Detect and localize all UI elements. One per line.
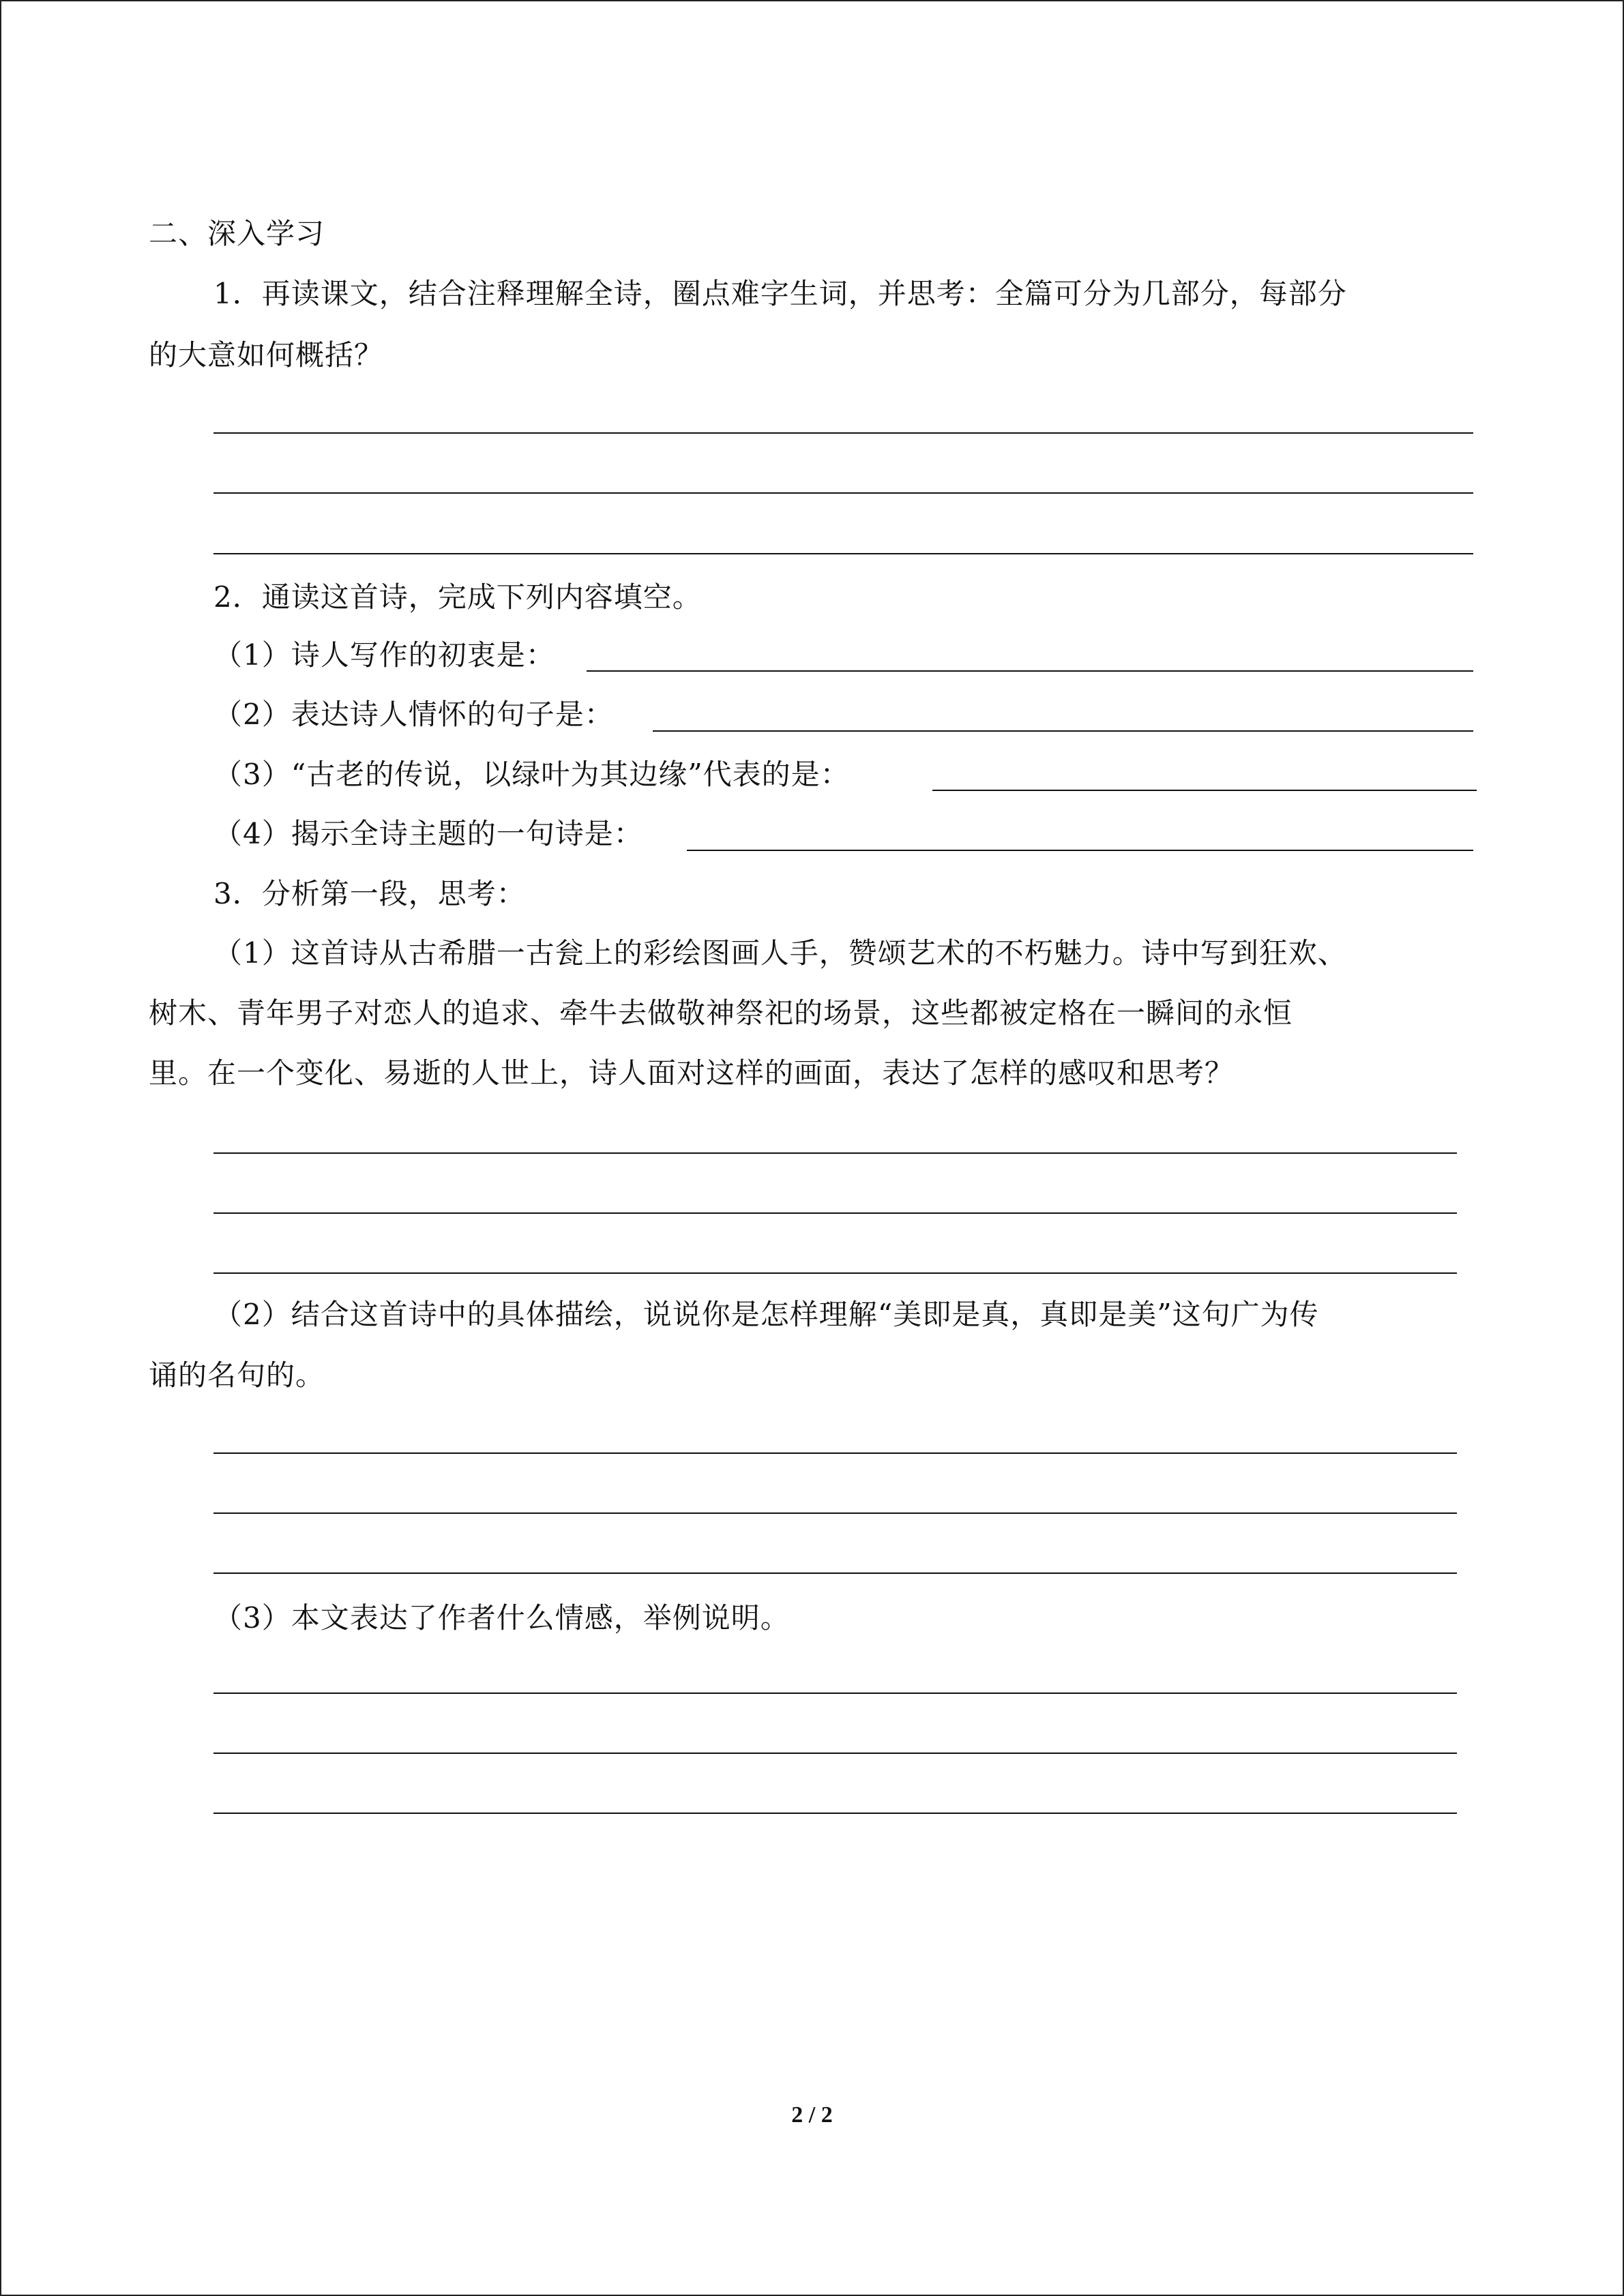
answer-line[interactable] — [213, 1512, 1457, 1514]
section-heading: 二、深入学习 — [149, 217, 325, 250]
question-2-intro: 2．通读这首诗，完成下列内容填空。 — [213, 580, 702, 614]
answer-line[interactable] — [213, 1572, 1457, 1574]
question-3-sub-1-line-2: 树木、青年男子对恋人的追求、牵牛去做敬神祭祀的场景，这些都被定格在一瞬间的永恒 — [149, 996, 1293, 1030]
answer-line[interactable] — [213, 1693, 1457, 1694]
question-3-sub-2-line-1: （2）结合这首诗中的具体描绘，说说你是怎样理解“美即是真，真即是美”这句广为传 — [213, 1298, 1319, 1331]
fill-blank-item-2-line[interactable] — [653, 730, 1473, 732]
answer-line[interactable] — [213, 1813, 1457, 1814]
answer-line[interactable] — [213, 553, 1473, 554]
answer-line[interactable] — [213, 1152, 1457, 1154]
fill-blank-item-1-line[interactable] — [587, 670, 1473, 672]
question-3-sub-2-line-2: 诵的名句的。 — [149, 1358, 325, 1392]
fill-blank-item-3-line[interactable] — [932, 790, 1477, 791]
fill-blank-item-3-label: （3）“古老的传说，以绿叶为其边缘”代表的是： — [213, 758, 850, 791]
question-3-sub-1-line-3: 里。在一个变化、易逝的人世上，诗人面对这样的画面，表达了怎样的感叹和思考？ — [149, 1056, 1235, 1090]
answer-line[interactable] — [213, 432, 1473, 434]
answer-line[interactable] — [213, 1272, 1457, 1274]
question-3-sub-3: （3）本文表达了作者什么情感，举例说明。 — [213, 1601, 790, 1635]
fill-blank-item-1-label: （1）诗人写作的初衷是： — [213, 638, 555, 672]
question-1-line-2: 的大意如何概括？ — [149, 338, 384, 372]
fill-blank-item-4-line[interactable] — [687, 850, 1473, 851]
page-number: 2 / 2 — [791, 2102, 833, 2128]
answer-line[interactable] — [213, 1212, 1457, 1214]
fill-blank-item-2-label: （2）表达诗人情怀的句子是： — [213, 698, 614, 731]
answer-line[interactable] — [213, 1452, 1457, 1454]
question-3-sub-1-line-1: （1）这首诗从古希腊一古瓮上的彩绘图画人手，赞颂艺术的不朽魅力。诗中写到狂欢、 — [213, 936, 1347, 970]
question-3-intro: 3．分析第一段，思考： — [213, 877, 526, 910]
answer-line[interactable] — [213, 1753, 1457, 1754]
question-1-line-1: 1．再读课文，结合注释理解全诗，圈点难字生词，并思考：全篇可分为几部分，每部分 — [213, 277, 1347, 310]
fill-blank-item-4-label: （4）揭示全诗主题的一句诗是： — [213, 817, 643, 850]
answer-line[interactable] — [213, 492, 1473, 494]
